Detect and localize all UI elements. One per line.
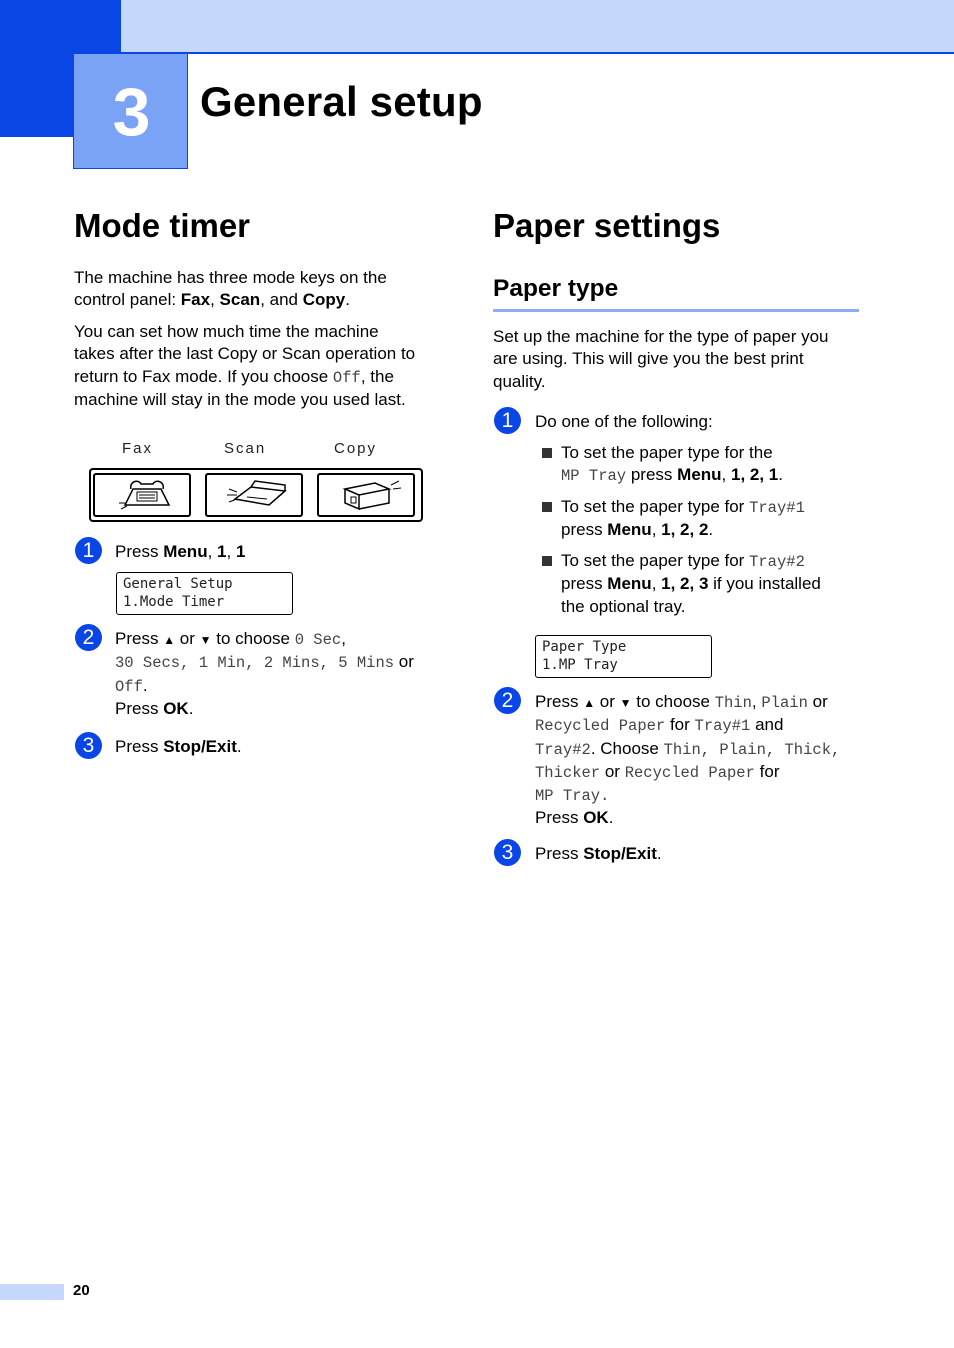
step-number: 1 xyxy=(75,537,102,564)
scan-key-label: Scan xyxy=(224,440,267,457)
step-number: 2 xyxy=(75,624,102,651)
mode-timer-step2: Press ▲ or ▼ to choose 0 Sec, 30 Secs, 1 Min, 2 Mins, 5 Mins or Off. Press OK. xyxy=(115,629,414,718)
paper-step2-text: Press ▲ or ▼ to choose Thin, Plain or Recycled Paper for Tray#1 and Tray#2. Choose Thin, Plain, Thick, Thicker or Recycled Paper for MP Tray. Press OK. xyxy=(535,692,841,828)
copy-key-label: Copy xyxy=(334,440,378,457)
paper-type-intro: Set up the machine for the type of paper you are using. This will give you the best print quality. xyxy=(493,327,829,391)
paper-type-heading: Paper type xyxy=(493,275,619,302)
mode-key-panel xyxy=(89,468,423,522)
header-band xyxy=(121,0,954,54)
down-arrow-icon: ▼ xyxy=(619,696,632,710)
scan-icon xyxy=(207,475,301,515)
copy-icon xyxy=(319,475,413,515)
mode-timer-heading: Mode timer xyxy=(74,207,251,244)
bullet-icon xyxy=(542,556,552,566)
paper-step1-text: Do one of the following: xyxy=(535,412,713,431)
fax-icon xyxy=(95,475,189,515)
mode-timer-para2: You can set how much time the machine takes after the last Copy or Scan operation to return to Fax mode. If you choose Off, the machine will stay in the mode you used last. xyxy=(74,322,416,409)
step-number: 3 xyxy=(75,732,102,759)
scan-key[interactable] xyxy=(205,473,303,517)
up-arrow-icon: ▲ xyxy=(583,696,596,710)
step-number: 2 xyxy=(494,687,521,714)
chapter-number: 3 xyxy=(112,74,151,150)
step-number: 3 xyxy=(494,839,521,866)
chapter-number-box xyxy=(73,53,188,169)
lcd-display-paper-type: Paper Type 1.MP Tray xyxy=(535,635,712,678)
up-arrow-icon: ▲ xyxy=(163,633,176,647)
paper-step1-bullet2: To set the paper type for Tray#1 press Menu, 1, 2, 2. xyxy=(561,497,805,540)
footer-accent xyxy=(0,1284,64,1300)
section-rule xyxy=(493,309,859,312)
lcd-display-mode-timer: General Setup 1.Mode Timer xyxy=(116,572,293,615)
mode-timer-step3: Press Stop/Exit. xyxy=(115,737,242,756)
page-number: 20 xyxy=(73,1282,90,1299)
bullet-icon xyxy=(542,448,552,458)
paper-step3-text: Press Stop/Exit. xyxy=(535,844,662,863)
paper-step1-bullet1: To set the paper type for the MP Tray press Menu, 1, 2, 1. xyxy=(561,443,783,486)
bullet-icon xyxy=(542,502,552,512)
mode-timer-para1: The machine has three mode keys on the control panel: Fax, Scan, and Copy. xyxy=(74,268,387,310)
fax-key[interactable] xyxy=(93,473,191,517)
paper-settings-heading: Paper settings xyxy=(493,207,721,244)
copy-key[interactable] xyxy=(317,473,415,517)
paper-step1-bullet3: To set the paper type for Tray#2 press Menu, 1, 2, 3 if you installed the optional tray. xyxy=(561,551,821,616)
step-number: 1 xyxy=(494,407,521,434)
down-arrow-icon: ▼ xyxy=(199,633,212,647)
chapter-title: General setup xyxy=(200,78,483,125)
mode-timer-step1: Press Menu, 1, 1 xyxy=(115,542,246,561)
fax-key-label: Fax xyxy=(122,440,154,457)
